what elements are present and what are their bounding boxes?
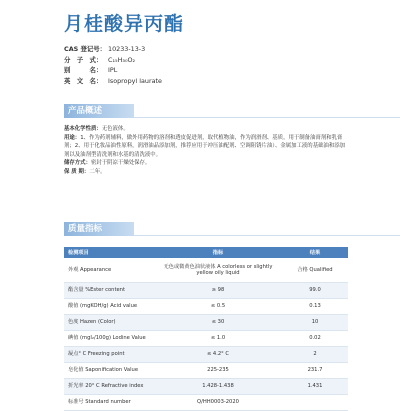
use-value: 1、作为药剂辅料，做外用药物的溶剂和透皮促进剂，取代植物油，作为润滑剂、基质，用于制备油膏剂和乳膏剂；2、用于化妆品油性原料，润滑油品添加剂，推荐应用于冲压油配剂、空调阻锈片油）、金属加工液的基础油和添加剂以及油剂型清洗剂和水基的清洗液中。: [64, 134, 346, 158]
info-alias: [64, 65, 162, 76]
cell-item: 酸值 (mgKOH/g) Acid value: [64, 299, 154, 315]
shelf-label: 保 质 期：: [64, 168, 90, 175]
storage-value: 密封于阴凉干燥处保存。: [90, 160, 151, 167]
info-label: 分 子 式：: [64, 55, 103, 64]
info-formula: [64, 55, 162, 66]
cell-spec: ≤ 30: [154, 315, 282, 331]
cell-spec: ≤ 0.5: [154, 299, 282, 315]
table-row: [64, 283, 348, 299]
spec-divider: [134, 235, 400, 236]
header-item: 检测项目: [64, 247, 154, 258]
cell-result: 99.0: [282, 283, 348, 299]
info-label: 别 名：: [64, 66, 103, 74]
cell-item: 折光率 20° C Refractive index: [64, 379, 154, 395]
overview-text: [64, 125, 348, 177]
cell-item: 外观 Appearance: [64, 258, 154, 283]
usage: [64, 134, 348, 160]
product-info: [64, 44, 162, 86]
spec-banner: 质量指标: [64, 222, 134, 236]
info-value: 10233-13-3: [108, 45, 146, 53]
storage-label: 储存方式：: [64, 160, 91, 167]
cell-result: 1.431: [282, 379, 348, 395]
cell-result: [282, 395, 348, 411]
shelf-value: 二年。: [89, 168, 106, 175]
spec-table-header: [64, 247, 348, 258]
cell-item: 色度 Hazen (Color): [64, 315, 154, 331]
cell-item: 凝点° C Freezing point: [64, 347, 154, 363]
cell-spec: 225-235: [154, 363, 282, 379]
info-value: Isopropyl laurate: [108, 76, 162, 85]
table-row: [64, 363, 348, 379]
use-label: 用途：: [64, 134, 81, 141]
table-row: [64, 379, 348, 395]
table-row: [64, 299, 348, 315]
cell-spec: ≤ 4.2° C: [154, 347, 282, 363]
header-result: 结果: [282, 247, 348, 258]
table-row: [64, 258, 348, 283]
cell-spec: ≥ 98: [154, 283, 282, 299]
overview-divider: [134, 117, 400, 118]
info-label: CAS 登记号：: [64, 45, 107, 53]
chem-value: 无色液体。: [101, 126, 129, 132]
cell-result: 2: [282, 347, 348, 363]
info-label: 英 文 名：: [64, 76, 103, 85]
chem-label: 基本化学性质：: [64, 126, 102, 132]
info-value: C₁₅H₃₀O₂: [108, 55, 136, 64]
table-row: [64, 315, 348, 331]
cell-spec: 无色或微黄色油状液体 A colorless or slightly yellow oily liquid: [154, 258, 282, 283]
table-row: [64, 395, 348, 411]
cell-result: 合格 Qualified: [282, 258, 348, 283]
cell-item: 皂化值 Saponification Value: [64, 363, 154, 379]
cell-item: 碘值 (mgI₂/100g) Lodine Value: [64, 331, 154, 347]
cell-result: 0.13: [282, 299, 348, 315]
table-row: [64, 331, 348, 347]
info-english-name: [64, 76, 162, 87]
chem-property: [64, 125, 348, 134]
storage: [64, 159, 348, 168]
cell-spec: ≤ 1.0: [154, 331, 282, 347]
cell-result: 0.02: [282, 331, 348, 347]
cell-item: 标准号 Standard number: [64, 395, 154, 411]
cell-result: 231.7: [282, 363, 348, 379]
product-title: 月桂酸异丙酯: [64, 13, 185, 35]
cell-item: 酯含量 %Ester content: [64, 283, 154, 299]
overview-banner: 产品概述: [64, 104, 134, 118]
header-spec: 指标: [154, 247, 282, 258]
spec-table: [64, 247, 348, 411]
shelf-life: [64, 168, 348, 177]
info-cas: [64, 44, 162, 55]
info-value: IPL: [108, 66, 118, 74]
cell-result: 10: [282, 315, 348, 331]
cell-spec: Q/HH0003-2020: [154, 395, 282, 411]
cell-spec: 1.428-1.438: [154, 379, 282, 395]
table-row: [64, 347, 348, 363]
